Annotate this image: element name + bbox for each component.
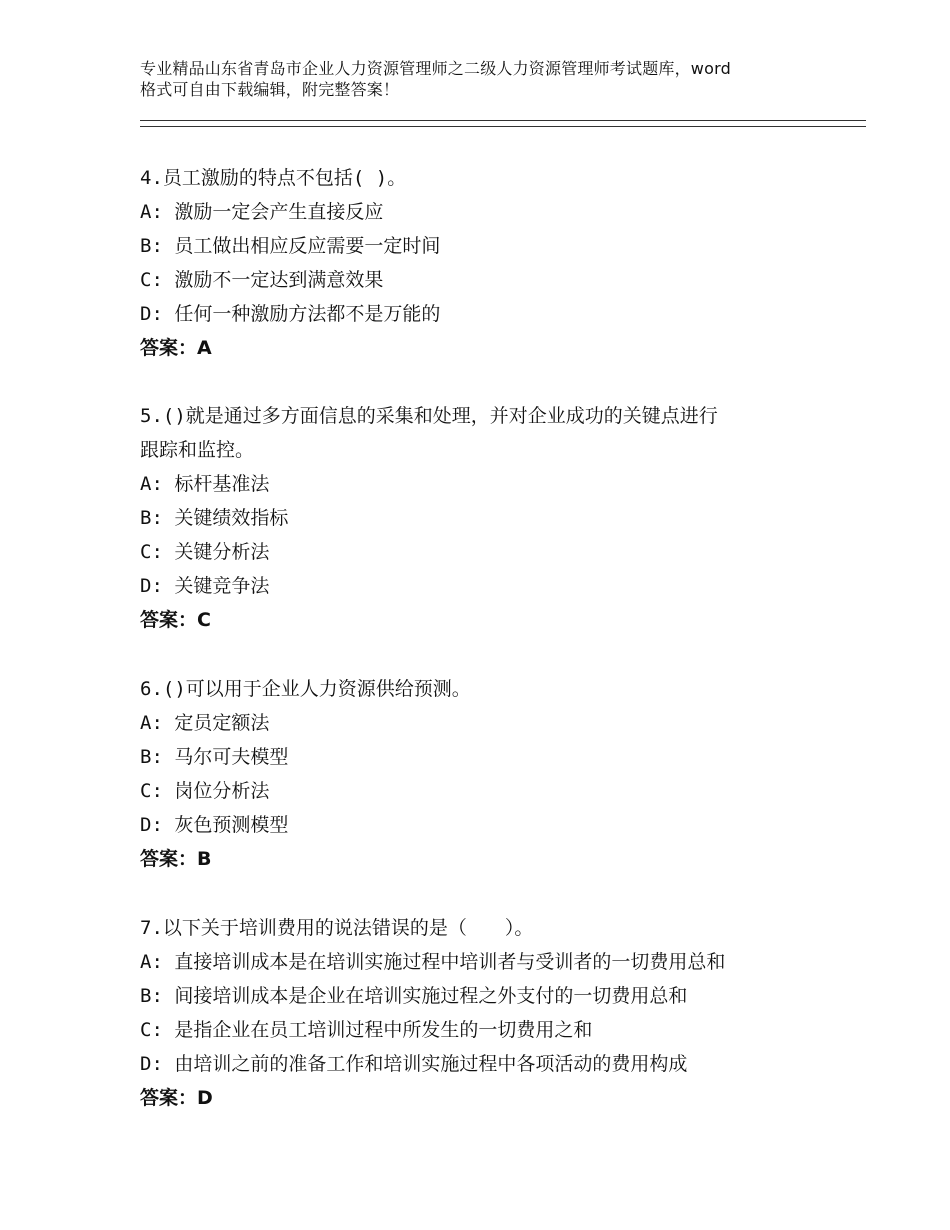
answer-label: 答案：A (140, 337, 212, 359)
option-a: A: 定员定额法 (140, 712, 270, 734)
option-a: A: 激励一定会产生直接反应 (140, 201, 384, 223)
option-c: C: 岗位分析法 (140, 780, 270, 802)
option-c: C: 关键分析法 (140, 541, 270, 563)
question-7 (140, 911, 840, 1115)
header-line-1: 专业精品山东省青岛市企业人力资源管理师之二级人力资源管理师考试题库，word (140, 59, 731, 78)
question-stem-continuation: 跟踪和监控。 (140, 439, 255, 461)
document-header (140, 58, 840, 100)
option-d: D: 任何一种激励方法都不是万能的 (140, 303, 441, 325)
option-c: C: 是指企业在员工培训过程中所发生的一切费用之和 (140, 1019, 593, 1041)
option-a: A: 标杆基准法 (140, 473, 270, 495)
answer-label: 答案：D (140, 1087, 213, 1109)
question-4 (140, 161, 840, 365)
answer-label: 答案：C (140, 609, 211, 631)
question-stem: 7.以下关于培训费用的说法错误的是（ ）。 (140, 917, 534, 939)
option-d: D: 灰色预测模型 (140, 814, 289, 836)
question-stem: 4.员工激励的特点不包括( )。 (140, 167, 407, 189)
option-b: B: 关键绩效指标 (140, 507, 289, 529)
header-double-rule (140, 120, 866, 127)
question-5 (140, 399, 840, 637)
option-d: D: 关键竞争法 (140, 575, 270, 597)
option-d: D: 由培训之前的准备工作和培训实施过程中各项活动的费用构成 (140, 1053, 688, 1075)
question-6 (140, 672, 840, 876)
option-b: B: 间接培训成本是企业在培训实施过程之外支付的一切费用总和 (140, 985, 688, 1007)
option-c: C: 激励不一定达到满意效果 (140, 269, 384, 291)
option-a: A: 直接培训成本是在培训实施过程中培训者与受训者的一切费用总和 (140, 951, 726, 973)
question-stem: 6.()可以用于企业人力资源供给预测。 (140, 678, 471, 700)
answer-label: 答案：B (140, 848, 212, 870)
option-b: B: 员工做出相应反应需要一定时间 (140, 235, 441, 257)
question-stem: 5.()就是通过多方面信息的采集和处理，并对企业成功的关键点进行 (140, 405, 718, 427)
header-line-2: 格式可自由下载编辑，附完整答案！ (140, 80, 400, 99)
option-b: B: 马尔可夫模型 (140, 746, 289, 768)
